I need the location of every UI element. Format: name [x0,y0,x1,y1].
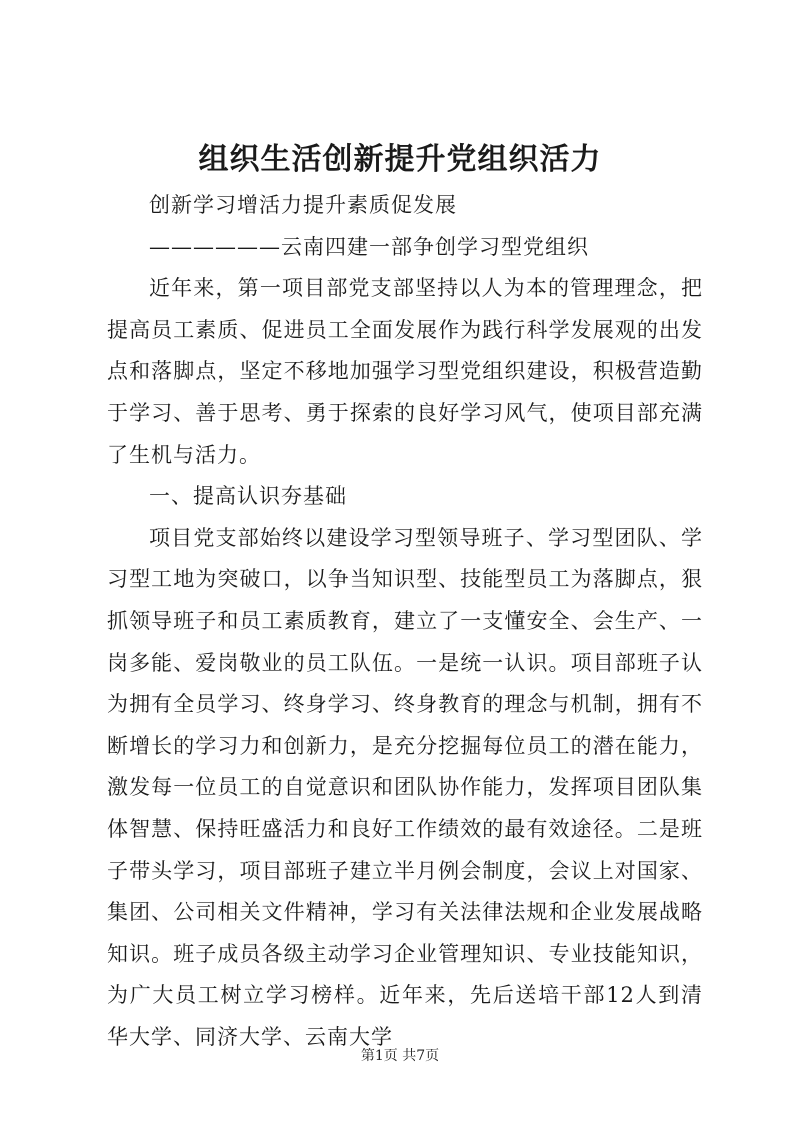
paragraph-section-1: 项目党支部始终以建设学习型领导班子、学习型团队、学习型工地为突破口，以争当知识型、技能型员工为落脚点，狠抓领导班子和员工素质教育，建立了一支懂安全、会生产、一岗多能、爱岗敬业的员工队伍。一是统一认识。项目部班子认为拥有全员学习、终身学习、终身教育的理念与机制，拥有不断增长的学习力和创新力，是充分挖掘每位员工的潜在能力，激发每一位员工的自觉意识和团队协作能力，发挥项目团队集体智慧、保持旺盛活力和良好工作绩效的最有效途径。二是班子带头学习，项目部班子建立半月例会制度，会议上对国家、集团、公司相关文件精神，学习有关法律法规和企业发展战略知识。班子成员各级主动学习企业管理知识、专业技能知识，为广大员工树立学习榜样。近年来，先后送培干部12人到清华大学、同济大学、云南大学 [107,525,703,1049]
byline: ——————云南四建一部争创学习型党组织 [149,234,589,259]
section-heading: 一、提高认识夯基础 [149,484,347,509]
page-footer: 第1页 共7页 [360,1048,440,1064]
document-title: 组织生活创新提升党组织活力 [198,142,602,177]
paragraph-intro: 近年来，第一项目部党支部坚持以人为本的管理理念，把提高员工素质、促进员工全面发展作为践行科学发展观的出发点和落脚点，坚定不移地加强学习型党组织建设，积极营造勤于学习、善于思考、勇于探索的良好学习风气，使项目部充满了生机与活力。 [107,276,703,467]
subtitle: 创新学习增活力提升素质促发展 [149,193,457,217]
document-body [107,185,703,1058]
